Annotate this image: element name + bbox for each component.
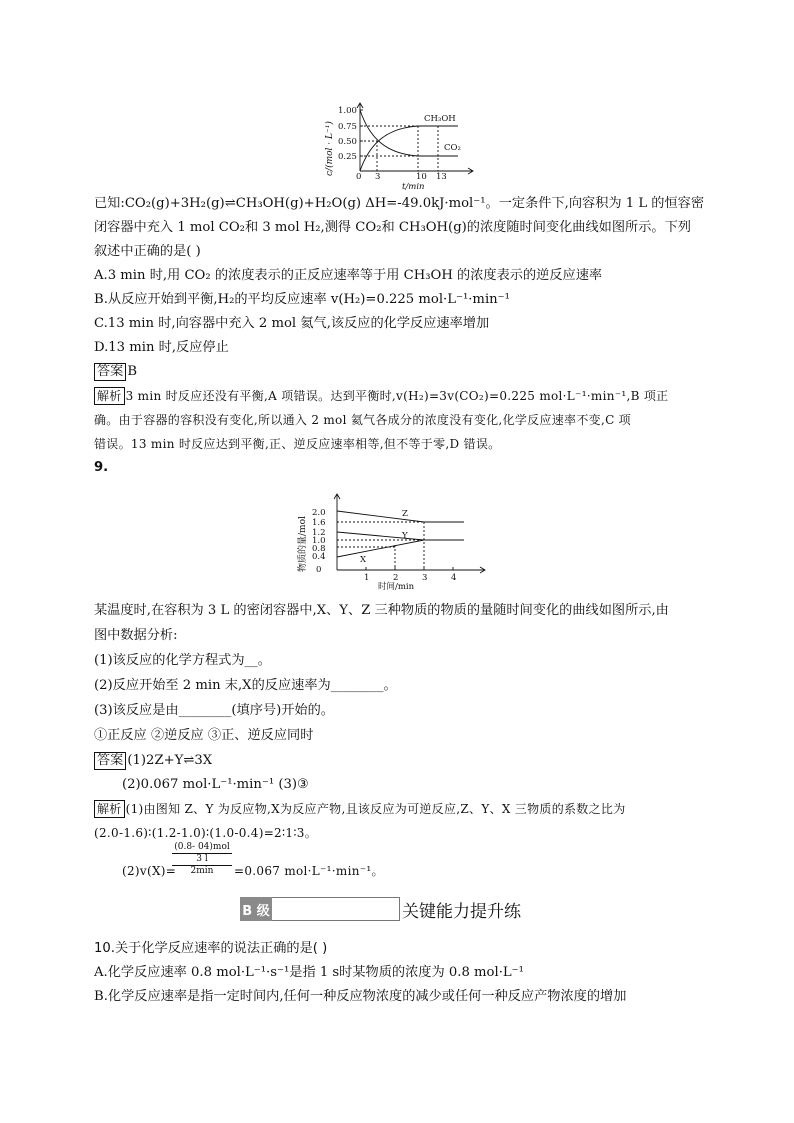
analysis-label: 解析 <box>94 800 125 818</box>
answer-label: 答案 <box>94 752 126 770</box>
x-tick: 13 <box>436 172 447 182</box>
q9-sub-question-1: (1)该反应的化学方程式为__。 <box>94 653 271 668</box>
y-tick: 1.0 <box>312 536 326 546</box>
y-tick: 2.0 <box>312 508 326 518</box>
y-tick: 0.4 <box>312 552 326 562</box>
q8-analysis-line3: 错误。13 min 时反应达到平衡,正、逆反应速率相等,但不等于零,D 错误。 <box>94 437 501 451</box>
q8-stem-line1: 已知:CO₂(g)+3H₂(g)⇌CH₃OH(g)+H₂O(g) ΔH=-49.0kJ·mol⁻¹。一定条件下,向容积为 1 L 的恒容密 <box>94 196 705 211</box>
rate-fraction <box>172 842 232 877</box>
x-tick: 10 <box>416 172 427 182</box>
q8-analysis-line1: 解析 3 min 时反应还没有平衡,A 项错误。达到平衡时,v(H₂)=3v(CO₂)=0.225 mol·L⁻¹·min⁻¹,B 项正 <box>94 386 668 406</box>
q8-option-c: C.13 min 时,向容器中充入 2 mol 氦气,该反应的化学反应速率增加 <box>94 316 490 331</box>
q9-answer-line2: (2)0.067 mol·L⁻¹·min⁻¹ (3)③ <box>122 777 309 792</box>
y-tick: 0.25 <box>338 152 357 162</box>
concentration-time-chart <box>318 100 478 192</box>
q8-stem-line2: 闭容器中充入 1 mol CO₂和 3 mol H₂,测得 CO₂和 CH₃OH(g)的浓度随时间变化曲线如图所示。下列 <box>94 220 691 235</box>
q9-sub-question-3: (3)该反应是由________(填序号)开始的。 <box>94 703 334 718</box>
y-tick: 0.8 <box>312 544 326 554</box>
section-title: 关键能力提升练 <box>402 901 521 922</box>
q10-option-b: B.化学反应速率是指一定时间内,任何一种反应物浓度的减少或任何一种反应产物浓度的增加 <box>94 989 627 1004</box>
y-tick: 1.6 <box>312 518 326 528</box>
q10-option-a: A.化学反应速率 0.8 mol·L⁻¹·s⁻¹是指 1 s时某物质的浓度为 0.8 mol·L⁻¹ <box>94 965 524 980</box>
fraction-numerator-bottom: 3 l <box>172 854 232 866</box>
section-bar <box>272 897 400 921</box>
series-label-y: Y <box>402 531 408 541</box>
x-tick: 3 <box>422 573 428 583</box>
q9-answer-line1: 答案 (1)2Z+Y⇌3X <box>94 751 212 771</box>
q10-stem: 10.关于化学反应速率的说法正确的是( ) <box>94 941 328 956</box>
answer-value: B <box>127 364 138 379</box>
q8-option-d: D.13 min 时,反应停止 <box>94 340 229 355</box>
x-tick: 2 <box>393 573 399 583</box>
y-tick: 1.00 <box>338 106 357 116</box>
q8-option-a: A.3 min 时,用 CO₂ 的浓度表示的正反应速率等于用 CH₃OH 的浓度表示的逆反应速率 <box>94 268 603 283</box>
q9-analysis-suffix: =0.067 mol·L⁻¹·min⁻¹。 <box>234 864 384 878</box>
series-label-z: Z <box>402 509 408 519</box>
fraction-numerator-top: (0.8- 04)mol <box>172 842 232 854</box>
section-header <box>240 896 521 922</box>
y-tick: 0.75 <box>338 122 357 132</box>
y-axis-label: c/(mol · L⁻¹) <box>325 121 335 176</box>
y-tick: 1.2 <box>312 528 326 538</box>
q8-analysis-line2: 确。由于容器的容积没有变化,所以通入 2 mol 氦气各成分的浓度没有变化,化学反应速率不变,C 项 <box>94 413 631 427</box>
q9-analysis-line2: (2.0-1.6)∶(1.2-1.0)∶(1.0-0.4)=2∶1∶3。 <box>94 826 318 840</box>
x-axis-label: t/min <box>402 182 425 192</box>
q9-stem-line1: 某温度时,在容积为 3 L 的密闭容器中,X、Y、Z 三种物质的物质的量随时间变化的曲线如图所示,由 <box>94 603 669 618</box>
x-tick: 4 <box>451 573 457 583</box>
q8-option-b: B.从反应开始到平衡,H₂的平均反应速率 v(H₂)=0.225 mol·L⁻¹·min⁻¹ <box>94 292 510 307</box>
q9-stem-line2: 图中数据分析: <box>94 628 178 643</box>
series-label-co2: CO₂ <box>444 143 461 153</box>
answer-label: 答案 <box>94 363 126 381</box>
section-tag: B 级 <box>240 897 272 921</box>
x-tick: 1 <box>364 573 370 583</box>
x-axis-label: 时间/min <box>378 582 415 590</box>
q8-stem-line3: 叙述中正确的是( ) <box>94 244 201 259</box>
q8-answer <box>94 362 137 382</box>
y-tick: 0 <box>356 172 362 182</box>
series-label-ch3oh: CH₃OH <box>424 114 456 124</box>
q9-choices: ①正反应 ②逆反应 ③正、逆反应同时 <box>94 728 314 743</box>
x-tick: 3 <box>375 172 381 182</box>
y-axis-label: 物质的量/mol <box>298 516 308 572</box>
series-label-x: X <box>360 555 367 565</box>
y-tick: 0.50 <box>338 137 357 147</box>
moles-time-chart <box>292 492 504 590</box>
q9-sub-question-2: (2)反应开始至 2 min 末,X的反应速率为________。 <box>94 678 397 693</box>
analysis-label: 解析 <box>94 387 125 405</box>
fraction-denominator: 2min <box>190 866 214 876</box>
q9-number: 9. <box>94 460 109 475</box>
y-tick: 0 <box>316 565 322 575</box>
q9-analysis-line1: 解析 (1)由图知 Z、Y 为反应物,X为反应产物,且该反应为可逆反应,Z、Y、X 三物质的系数之比为 <box>94 799 626 819</box>
q9-analysis-prefix: (2)v(X)= <box>122 864 177 878</box>
